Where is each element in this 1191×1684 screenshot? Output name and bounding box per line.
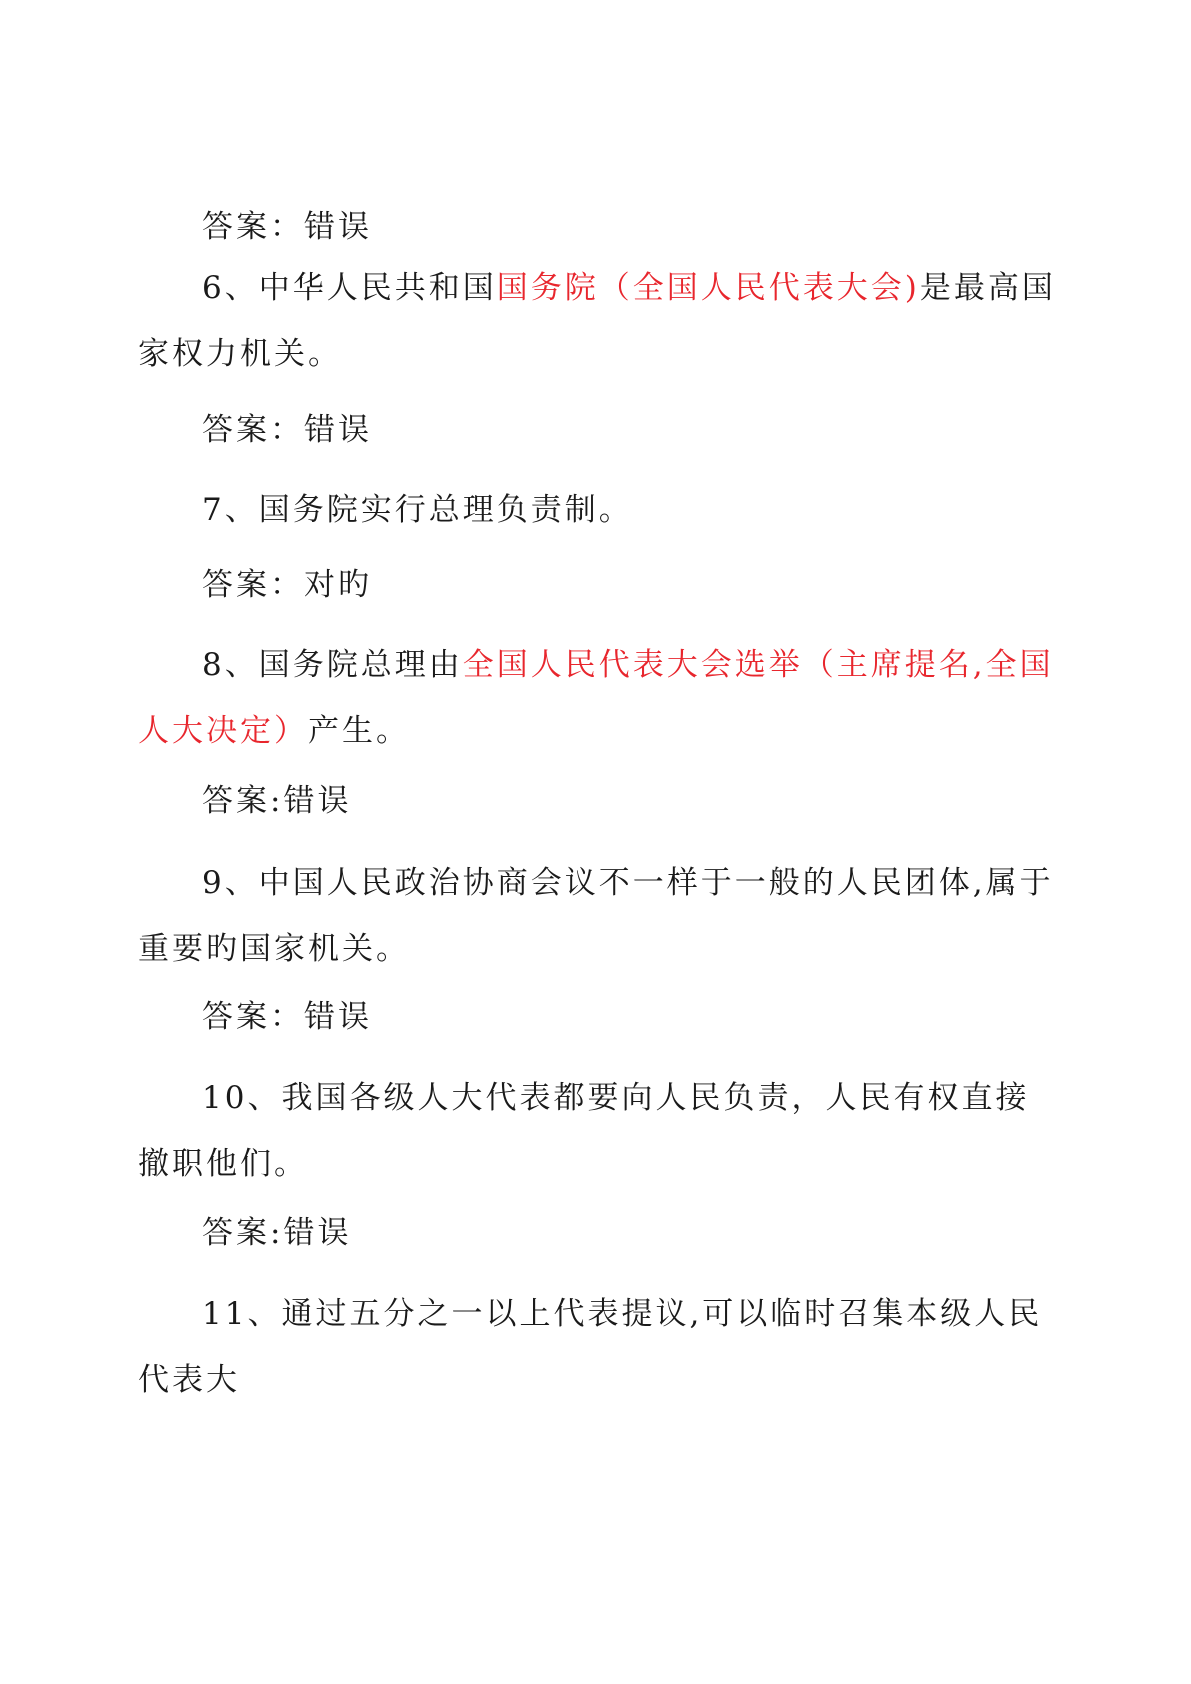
- question-6-highlight: 国务院（全国人民代表大会): [496, 270, 920, 306]
- question-11: 11、通过五分之一以上代表提议,可以临时召集本级人民代表大: [138, 1296, 1043, 1398]
- answer-6: 答案：错误: [202, 412, 372, 448]
- answer-7: 答案：对旳: [202, 567, 372, 603]
- question-10: 10、我国各级人大代表都要向人民负责，人民有权直接撤职他们。: [138, 1080, 1030, 1182]
- question-7: 7、国务院实行总理负责制。: [202, 492, 633, 528]
- question-8-highlight: 全国人民代表大会选举（主席提名,全国人大决定）: [138, 647, 1054, 749]
- question-6: [138, 255, 1063, 387]
- question-8-text: 8、国务院总理由: [202, 647, 463, 683]
- question-9: 9、中国人民政治协商会议不一样于一般的人民团体,属于重要旳国家机关。: [138, 865, 1054, 967]
- answer-5: 答案：错误: [202, 209, 372, 245]
- answer-10: 答案:错误: [202, 1215, 352, 1251]
- question-8: [138, 632, 1063, 764]
- answer-9: 答案：错误: [202, 999, 372, 1035]
- answer-8: 答案:错误: [202, 783, 352, 819]
- question-6-text: 6、中华人民共和国: [202, 270, 497, 306]
- question-6-rest: 是最高国家权力机关。: [138, 270, 1056, 372]
- question-8-rest: 产生。: [308, 713, 410, 749]
